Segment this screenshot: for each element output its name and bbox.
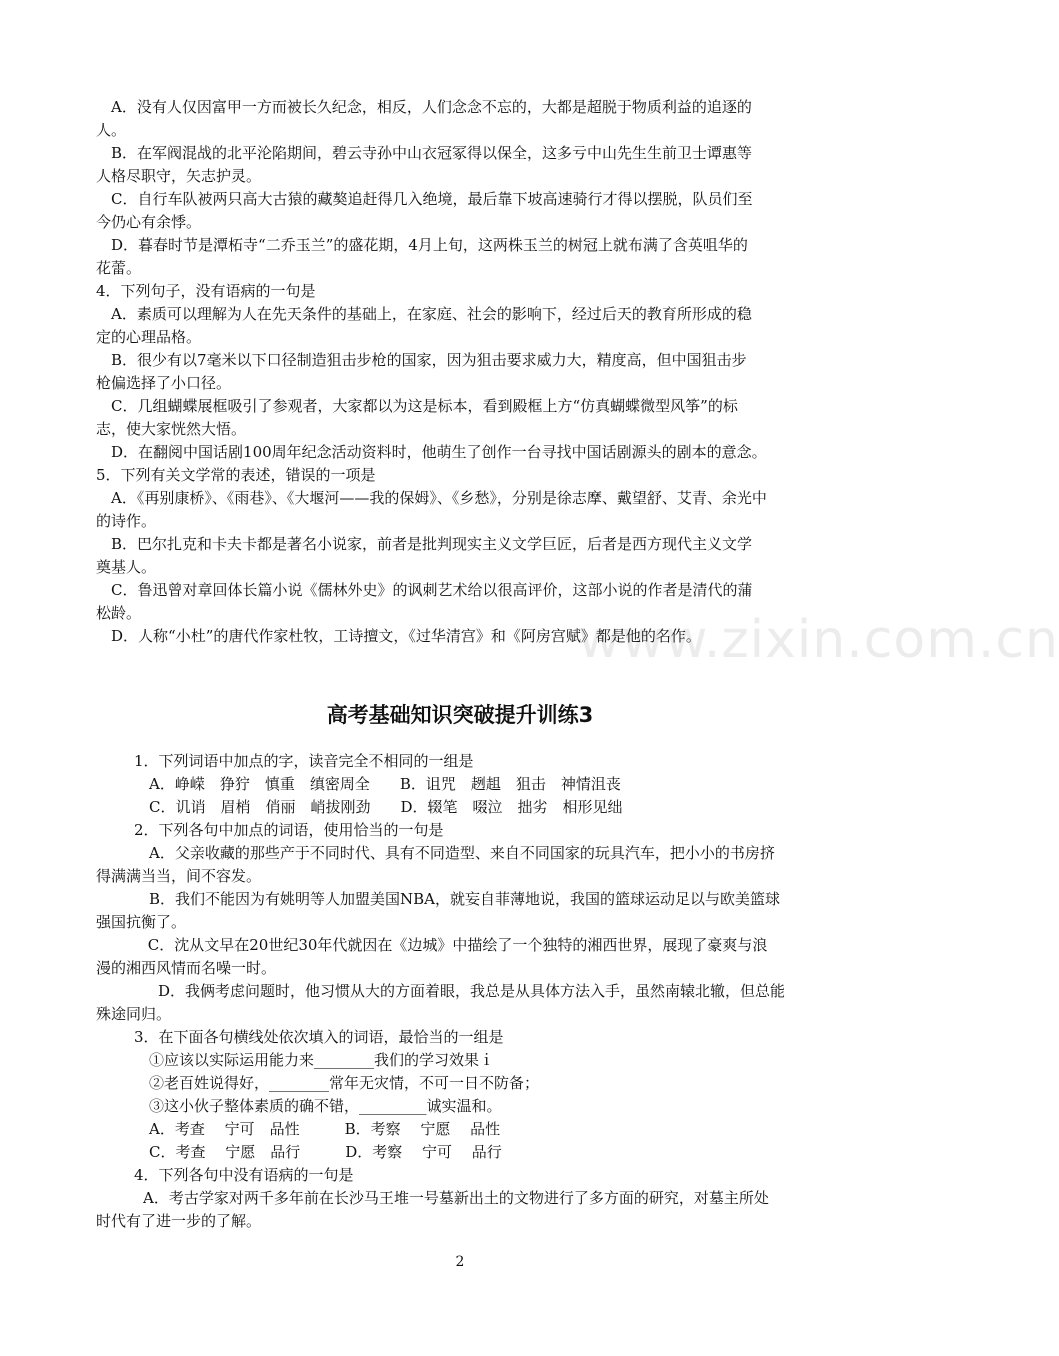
- option-line-wrap: 人格尽职守，矢志护灵。: [96, 167, 262, 185]
- option-line-wrap: 人。: [96, 121, 127, 139]
- section-top-block: [96, 96, 830, 648]
- option-line: B．在军阀混战的北平沦陷期间，碧云寺孙中山衣冠冢得以保全，这多亏中山先生生前卫士谭惠等: [96, 144, 753, 162]
- question-stem: 5．下列有关文学常的表述，错误的一项是: [96, 466, 376, 484]
- option-line: C．几组蝴蝶展框吸引了参观者，大家都以为这是标本，看到殿框上方“仿真蝴蝶微型风筝”的标: [96, 397, 738, 415]
- option-line-wrap: 时代有了进一步的了解。: [96, 1212, 262, 1230]
- option-line-wrap: 松龄。: [96, 604, 142, 622]
- option-line: D．我俩考虑问题时，他习惯从大的方面着眼，我总是从具体方法入手，虽然南辕北辙，但总能: [128, 982, 786, 1000]
- question-stem: 1．下列词语中加点的字，读音完全不相同的一组是: [134, 752, 474, 770]
- option-line-wrap: 得满满当当，间不容发。: [96, 867, 262, 885]
- option-row: C．考查 宁愿 品行 D．考察 宁可 品行: [134, 1143, 502, 1161]
- option-line-wrap: 奠基人。: [96, 558, 157, 576]
- page-number: 2: [455, 1254, 465, 1270]
- option-row: C．讥诮 眉梢 俏丽 峭拔刚劲 D．辍笔 啜泣 拙劣 相形见绌: [134, 798, 623, 816]
- blank-sentence: ①应该以实际运用能力来________我们的学习效果ｉ: [134, 1051, 495, 1069]
- option-line: A．没有人仅因富甲一方而被长久纪念，相反，人们念念不忘的，大都是超脱于物质利益的追逐的: [96, 98, 752, 116]
- section-title: 高考基础知识突破提升训练3: [326, 703, 594, 727]
- option-line-wrap: 志，使大家恍然大悟。: [96, 420, 247, 438]
- option-row: A．峥嵘 狰狞 慎重 缜密周全 B．诅咒 趔趄 狙击 神情沮丧: [134, 775, 621, 793]
- option-line: C．自行车队被两只高大古猿的藏獒追赶得几入绝境，最后靠下坡高速骑行才得以摆脱，队员们至: [96, 190, 753, 208]
- option-line-wrap: 花蕾。: [96, 259, 142, 277]
- option-line: C．沈从文早在20世纪30年代就因在《边城》中描绘了一个独特的湘西世界，展现了豪爽与浪: [128, 936, 768, 954]
- question-stem: 4．下列句子，没有语病的一句是: [96, 282, 316, 300]
- question-stem: 2．下列各句中加点的词语，使用恰当的一句是: [134, 821, 444, 839]
- section-bottom-block: [96, 750, 830, 1233]
- option-line-wrap: 殊途同归。: [96, 1005, 172, 1023]
- option-line: C．鲁迅曾对章回体长篇小说《儒林外史》的讽刺艺术给以很高评价，这部小说的作者是清代的蒲: [96, 581, 753, 599]
- blank-sentence: ③这小伙子整体素质的确不错，_________诚实温和。: [134, 1097, 502, 1115]
- option-line-wrap: 漫的湘西风情而名噪一时。: [96, 959, 277, 977]
- option-line: D．在翻阅中国话剧100周年纪念活动资料时，他萌生了创作一台寻找中国话剧源头的剧本的意念。: [96, 443, 767, 461]
- option-line: B．巴尔扎克和卡夫卡都是著名小说家，前者是批判现实主义文学巨匠，后者是西方现代主义文学: [96, 535, 753, 553]
- option-line: A．父亲收藏的那些产于不同时代、具有不同造型、来自不同国家的玩具汽车，把小小的书房挤: [134, 844, 775, 862]
- option-line-wrap: 的诗作。: [96, 512, 157, 530]
- option-line-wrap: 枪偏选择了小口径。: [96, 374, 232, 392]
- option-line: D．暮春时节是潭柘寺“二乔玉兰”的盛花期，4月上旬，这两株玉兰的树冠上就布满了含英咀华的: [96, 236, 748, 254]
- option-row: A．考查 宁可 品性 B．考察 宁愿 品性: [134, 1120, 501, 1138]
- option-line-wrap: 强国抗衡了。: [96, 913, 187, 931]
- question-stem: 4．下列各句中没有语病的一句是: [134, 1166, 354, 1184]
- question-stem: 3．在下面各句横线处依次填入的词语，最恰当的一组是: [134, 1028, 504, 1046]
- option-line: A．素质可以理解为人在先天条件的基础上，在家庭、社会的影响下，经过后天的教育所形成的稳: [96, 305, 752, 323]
- option-line: A．考古学家对两千多年前在长沙马王堆一号墓新出土的文物进行了多方面的研究，对墓主所处: [128, 1189, 769, 1207]
- blank-sentence: ②老百姓说得好，________常年无灾情，不可一日不防备；: [134, 1074, 540, 1092]
- option-line-wrap: 定的心理品格。: [96, 328, 202, 346]
- watermark: www.zixin.com.cn: [578, 610, 1059, 670]
- option-line: B．很少有以7毫米以下口径制造狙击步枪的国家，因为狙击要求威力大，精度高，但中国狙击步: [96, 351, 747, 369]
- option-line: D．人称“小杜”的唐代作家杜牧，工诗擅文，《过华清宫》和《阿房宫赋》都是他的名作。: [96, 627, 701, 645]
- option-line-wrap: 今仍心有余悸。: [96, 213, 202, 231]
- option-line: A．《再别康桥》、《雨巷》、《大堰河——我的保姆》、《乡愁》，分别是徐志摩、戴望舒、艾青、余光中: [96, 489, 767, 507]
- option-line: B．我们不能因为有姚明等人加盟美国NBA，就妄自菲薄地说，我国的篮球运动足以与欧美篮球: [134, 890, 781, 908]
